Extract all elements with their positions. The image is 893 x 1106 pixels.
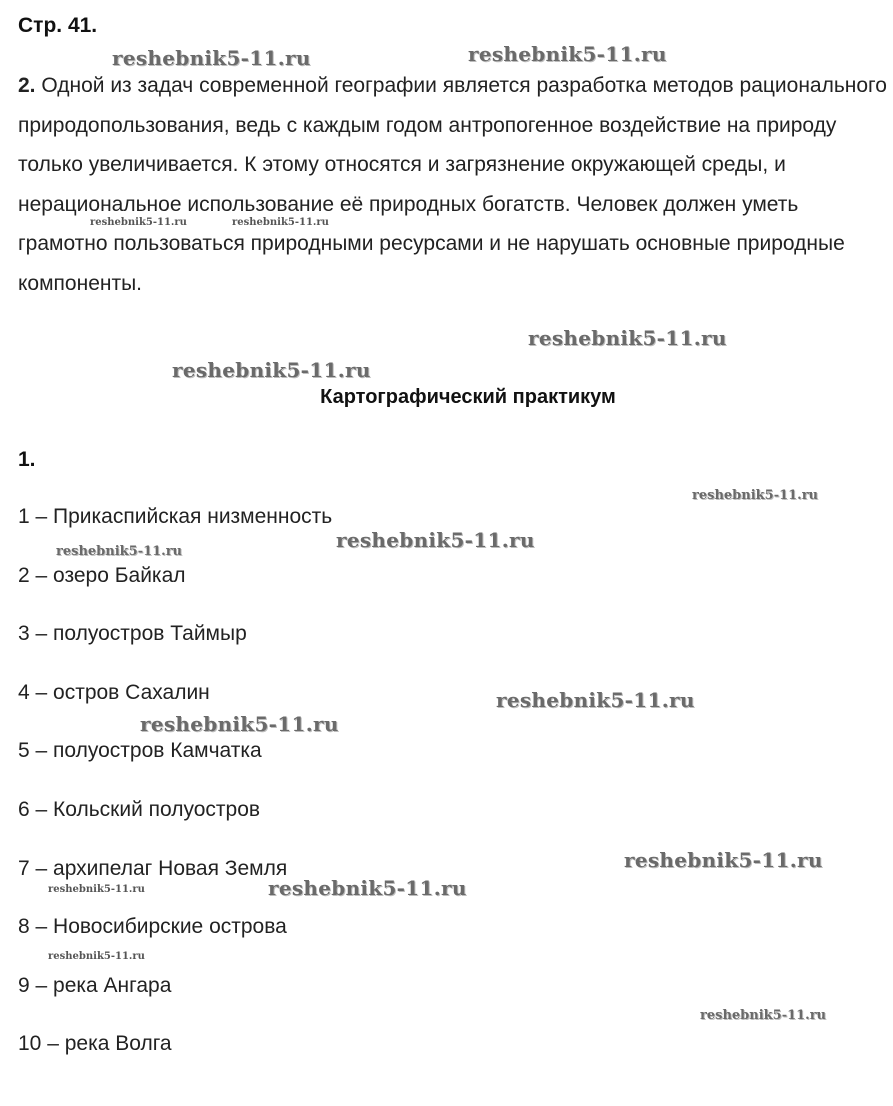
watermark: reshebnik5-11.ru: [172, 358, 371, 382]
list-item: 10 – река Волга: [18, 1032, 172, 1056]
watermark: reshebnik5-11.ru: [112, 46, 311, 70]
watermark: reshebnik5-11.ru: [48, 951, 145, 962]
watermark: reshebnik5-11.ru: [232, 217, 329, 228]
watermark: reshebnik5-11.ru: [624, 848, 823, 872]
watermark: reshebnik5-11.ru: [336, 528, 535, 552]
exercise-2-text: Одной из задач современной географии является разработка методов рационального природопользования, ведь с каждым годом антропогенное воздействие на природу только увеличивается. К этому относятся и загрязнение окружающей среды, и нерациональное использование её природных богатств. Человек должен уметь грамотно пользоваться природными ресурсами и не нарушать основные природные компоненты.: [18, 74, 887, 295]
exercise-2-paragraph: [18, 66, 890, 304]
section-title: Картографический практикум: [320, 386, 616, 408]
list-item: 9 – река Ангара: [18, 973, 172, 997]
watermark: reshebnik5-11.ru: [90, 217, 187, 228]
watermark: reshebnik5-11.ru: [692, 488, 819, 503]
watermark: reshebnik5-11.ru: [496, 688, 695, 712]
watermark: reshebnik5-11.ru: [528, 326, 727, 350]
answer-list: [18, 503, 332, 1089]
list-item: 7 – архипелаг Новая Земля: [18, 856, 288, 880]
list-item: 4 – остров Сахалин: [18, 680, 210, 704]
list-item: 3 – полуостров Таймыр: [18, 622, 247, 646]
watermark: reshebnik5-11.ru: [468, 42, 667, 66]
watermark: reshebnik5-11.ru: [56, 544, 183, 559]
watermark: reshebnik5-11.ru: [48, 884, 145, 895]
list-item: 2 – озеро Байкал: [18, 563, 186, 587]
list-item: 6 – Кольский полуостров: [18, 797, 261, 821]
exercise-2-number: 2.: [18, 74, 36, 97]
watermark: reshebnik5-11.ru: [140, 712, 339, 736]
list-item: 8 – Новосибирские острова: [18, 915, 287, 939]
watermark: reshebnik5-11.ru: [700, 1008, 827, 1023]
list-item: 1 – Прикаспийская низменность: [18, 505, 333, 528]
task-number: 1.: [18, 448, 36, 471]
list-item: 5 – полуостров Камчатка: [18, 739, 262, 763]
watermark: reshebnik5-11.ru: [268, 876, 467, 900]
page-number: Стр. 41.: [18, 14, 98, 37]
